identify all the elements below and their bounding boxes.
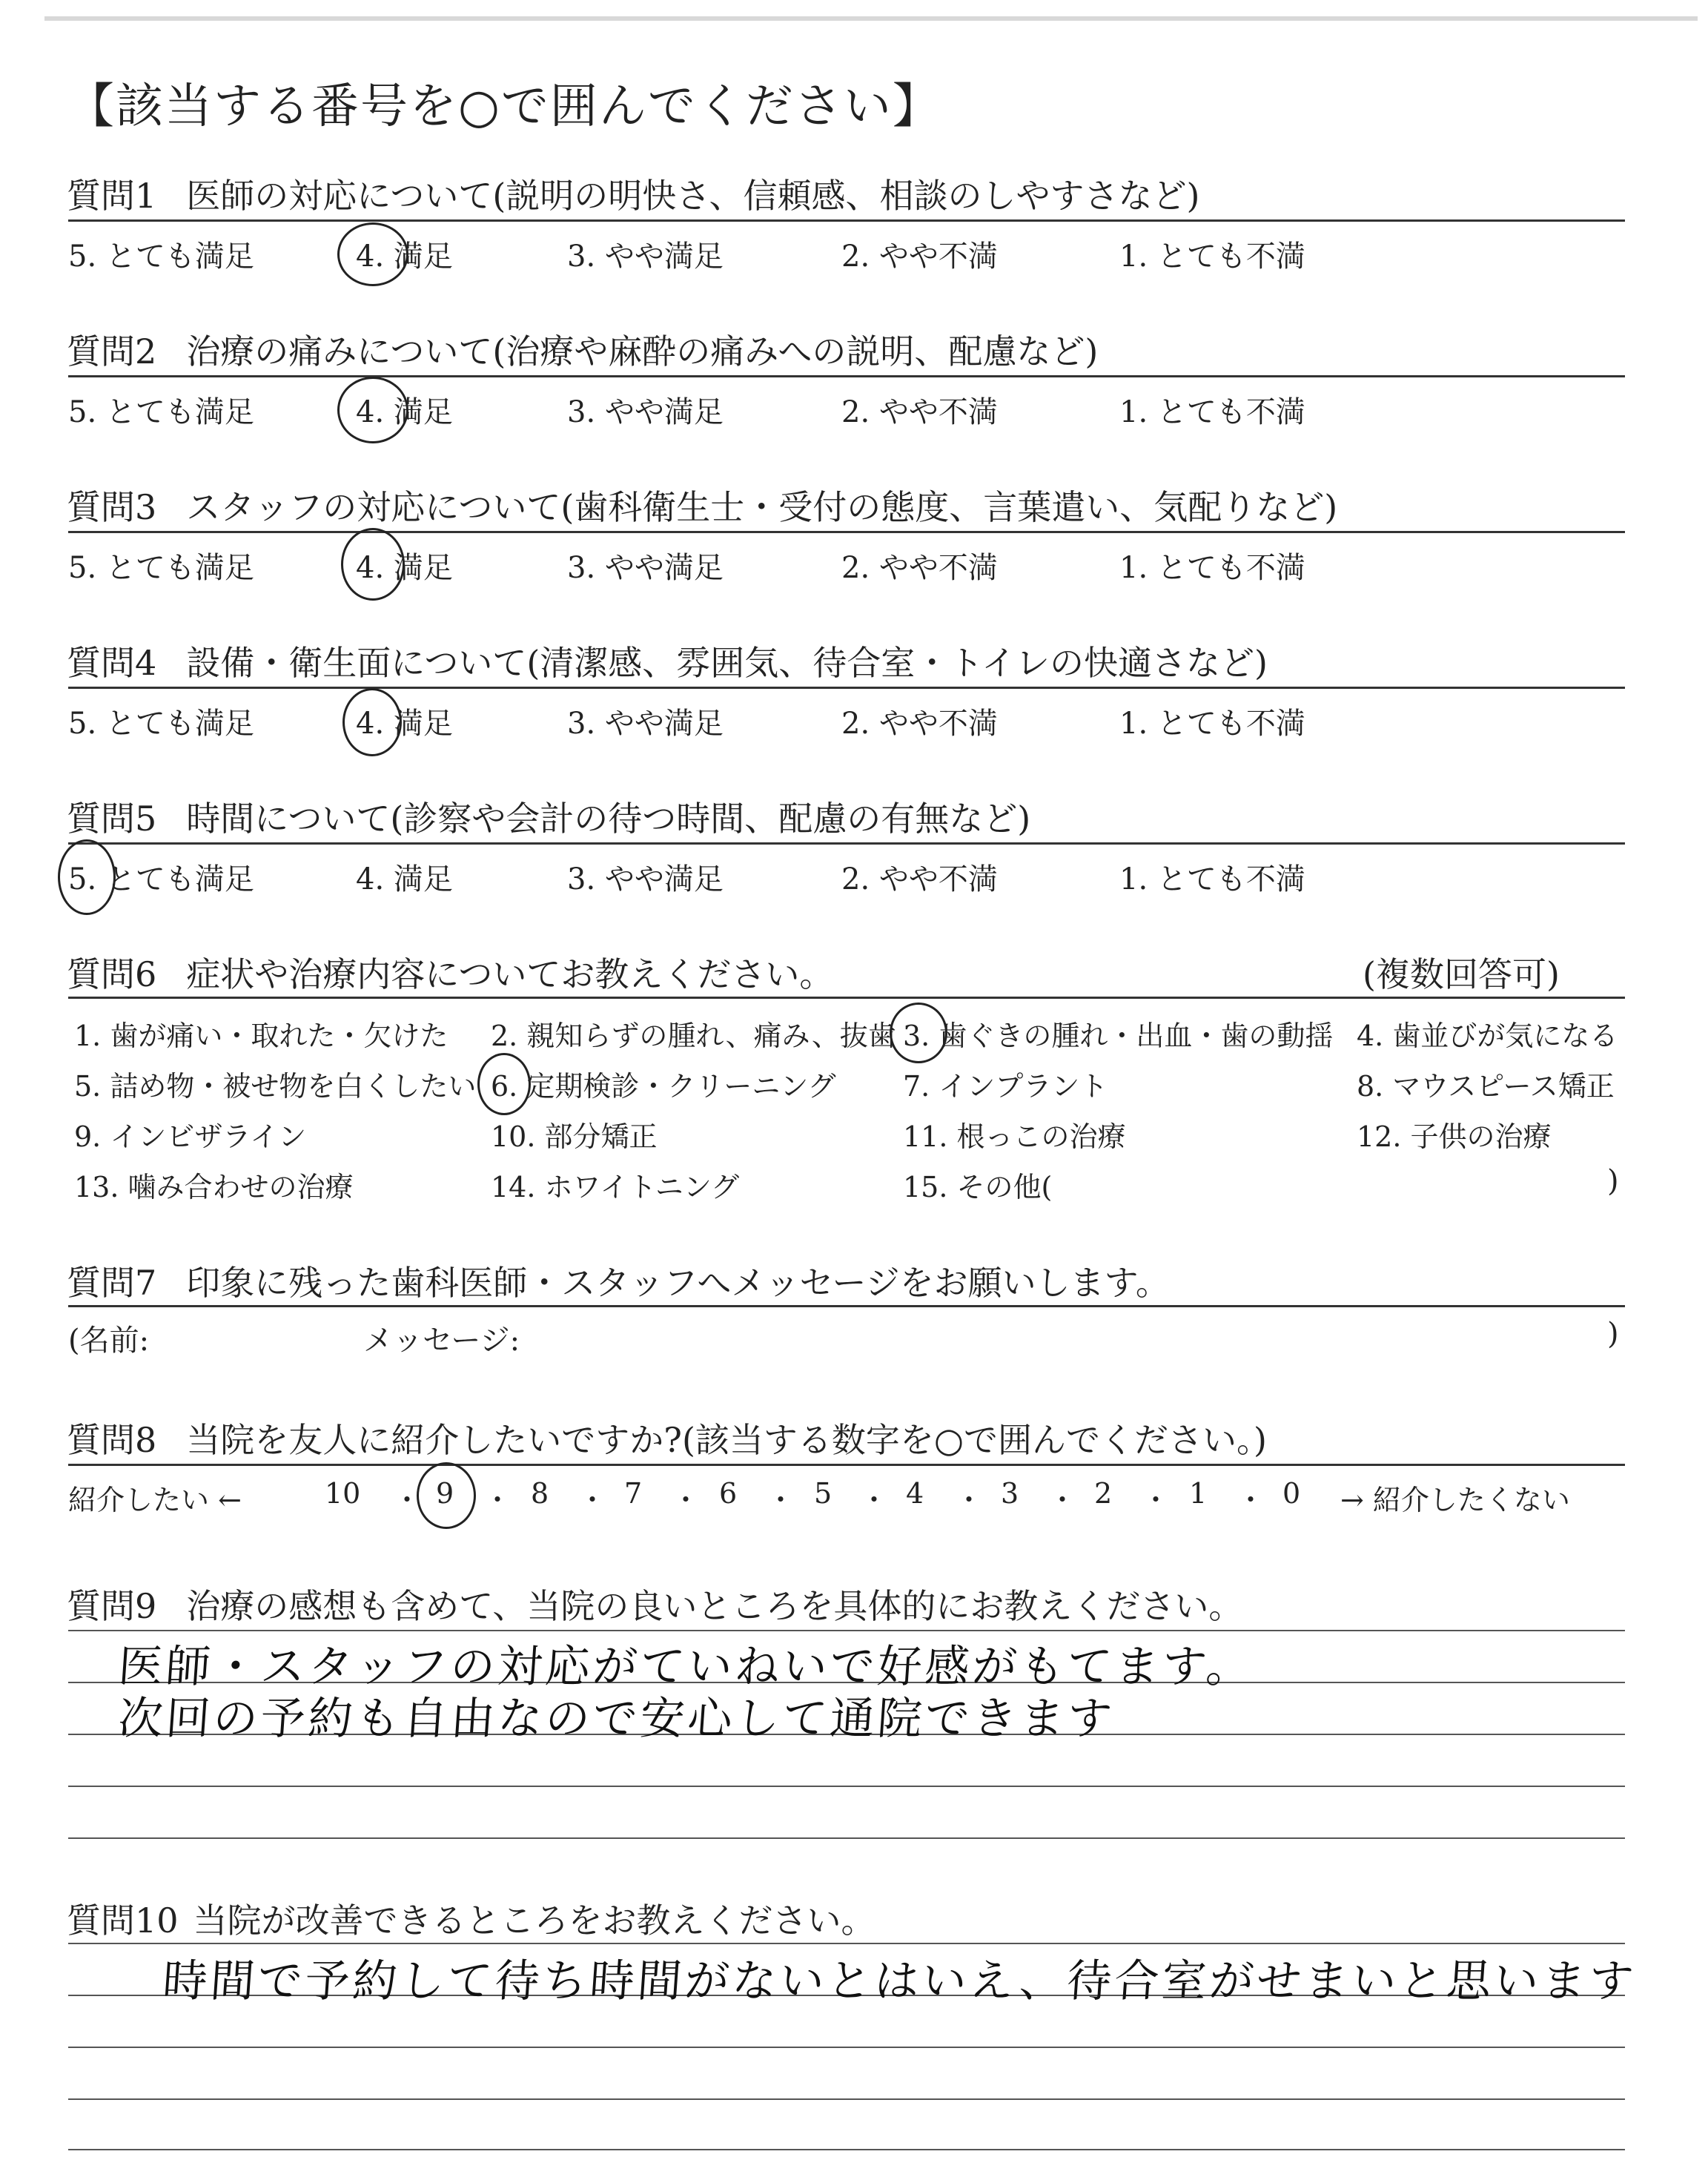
q6-item-10[interactable]: 10. 部分矯正 (491, 1120, 658, 1153)
q3-option-3[interactable]: 3. やや満足 (567, 551, 724, 585)
q1-option-1[interactable]: 1. とても不満 (1119, 240, 1305, 274)
q6-item-14[interactable]: 14. ホワイトニング (491, 1171, 740, 1203)
q4-option-1[interactable]: 1. とても不満 (1119, 707, 1305, 741)
selection-circle-mark (58, 839, 116, 915)
selection-circle-mark (890, 1003, 947, 1063)
question-underline (68, 997, 1625, 999)
q1-option-2[interactable]: 2. やや不満 (841, 240, 998, 274)
q6-item-11[interactable]: 11. 根っこの治療 (903, 1120, 1126, 1153)
scale-1[interactable]: 1 (1189, 1477, 1208, 1510)
recommend-label: 紹介したい ← (68, 1484, 242, 1516)
q2-option-2[interactable]: 2. やや不満 (841, 395, 998, 429)
q6-item-12[interactable]: 12. 子供の治療 (1357, 1120, 1552, 1153)
question-text: 医師の対応について(説明の明快さ、信頼感、相談のしやすさなど) (186, 176, 1200, 216)
question-5 (67, 792, 1030, 841)
scale-separator: ・ (483, 1484, 512, 1516)
q4-option-5[interactable]: 5. とても満足 (68, 707, 254, 741)
answer-line (68, 1943, 1625, 1944)
question-8 (67, 1413, 1267, 1462)
question-text: 当院を友人に紹介したいですか?(該当する数字を○で囲んでください。) (186, 1420, 1267, 1460)
q6-item-7[interactable]: 7. インプラント (903, 1070, 1108, 1103)
question-underline (68, 687, 1625, 689)
question-9 (67, 1579, 1242, 1628)
handwritten-answer-line-1: 時間で予約して待ち時間がないとはいえ、待合室がせまいと思います (161, 1955, 1638, 2007)
question-underline (68, 1464, 1625, 1466)
q6-item-2[interactable]: 2. 親知らずの腫れ、痛み、抜歯 (491, 1020, 896, 1052)
question-4 (67, 636, 1268, 685)
q6-item-4[interactable]: 4. 歯並びが気になる (1357, 1020, 1618, 1052)
scale-8[interactable]: 8 (531, 1477, 549, 1510)
scale-separator: ・ (860, 1484, 889, 1516)
answer-line (68, 2149, 1625, 2150)
question-number: 質問5 (67, 799, 157, 839)
name-label: (名前: (68, 1324, 150, 1358)
question-underline (68, 375, 1625, 377)
q3-option-1[interactable]: 1. とても不満 (1119, 551, 1305, 585)
message-label: メッセージ: (363, 1324, 520, 1358)
scale-5[interactable]: 5 (814, 1477, 833, 1510)
scale-3[interactable]: 3 (1001, 1477, 1019, 1510)
answer-line (68, 1837, 1625, 1839)
scale-separator: ・ (1048, 1484, 1077, 1516)
q2-option-4[interactable]: 4. 満足 (356, 395, 453, 429)
scale-separator: ・ (578, 1484, 607, 1516)
q1-option-5[interactable]: 5. とても満足 (68, 240, 254, 274)
answer-line (68, 2098, 1625, 2100)
selection-circle-mark (337, 377, 408, 443)
question-2 (67, 325, 1098, 374)
q6-item-5[interactable]: 5. 詰め物・被せ物を白くしたい (74, 1070, 477, 1103)
question-number: 質問8 (67, 1420, 157, 1460)
question-number: 質問9 (67, 1586, 157, 1626)
q4-option-2[interactable]: 2. やや不満 (841, 707, 998, 741)
scale-10[interactable]: 10 (325, 1477, 361, 1510)
q5-option-2[interactable]: 2. やや不満 (841, 862, 998, 896)
q2-option-1[interactable]: 1. とても不満 (1119, 395, 1305, 429)
q3-option-2[interactable]: 2. やや不満 (841, 551, 998, 585)
other-close-paren: ) (1607, 1164, 1619, 1198)
handwritten-answer-line-2: 次回の予約も自由なので安心して通院できます (116, 1693, 1117, 1745)
question-text: 設備・衛生面について(清潔感、雰囲気、待合室・トイレの快適さなど) (186, 643, 1268, 683)
scale-separator: ・ (955, 1484, 984, 1516)
scale-7[interactable]: 7 (624, 1477, 643, 1510)
question-text: 印象に残った歯科医師・スタッフへメッセージをお願いします。 (186, 1263, 1170, 1303)
q5-option-4[interactable]: 4. 満足 (356, 862, 453, 896)
question-underline (68, 842, 1625, 845)
scale-9[interactable]: 9 (436, 1477, 454, 1510)
form-header: 【該当する番号を○で囲んでください】 (67, 79, 941, 134)
scale-separator: ・ (672, 1484, 701, 1516)
question-number: 質問3 (67, 487, 157, 527)
question-6 (67, 948, 833, 997)
q5-option-1[interactable]: 1. とても不満 (1119, 862, 1305, 896)
question-number: 質問1 (67, 176, 157, 216)
selection-circle-mark (417, 1462, 476, 1529)
multiple-answers-note: (複数回答可) (1363, 954, 1560, 994)
selection-circle-mark (477, 1053, 531, 1115)
q2-option-5[interactable]: 5. とても満足 (68, 395, 254, 429)
q6-item-8[interactable]: 8. マウスピース矯正 (1357, 1070, 1615, 1103)
selection-circle-mark (337, 222, 408, 286)
selection-circle-mark (342, 688, 402, 756)
q6-item-3[interactable]: 3. 歯ぐきの腫れ・出血・歯の動揺 (903, 1020, 1334, 1052)
scale-separator: ・ (393, 1484, 422, 1516)
q4-option-4[interactable]: 4. 満足 (356, 707, 453, 741)
question-3 (67, 480, 1337, 529)
question-text: 当院が改善できるところをお教えください。 (193, 1900, 875, 1941)
scale-2[interactable]: 2 (1094, 1477, 1113, 1510)
question-1 (67, 169, 1199, 218)
scan-top-edge (44, 16, 1698, 21)
scale-separator: ・ (1237, 1484, 1265, 1516)
q3-option-4[interactable]: 4. 満足 (356, 551, 453, 585)
q6-item-1[interactable]: 1. 歯が痛い・取れた・欠けた (74, 1020, 448, 1052)
scale-4[interactable]: 4 (906, 1477, 924, 1510)
question-number: 質問10 (67, 1900, 179, 1941)
q1-option-3[interactable]: 3. やや満足 (567, 240, 724, 274)
answer-line (68, 2047, 1625, 2048)
question-underline (68, 1305, 1625, 1307)
scale-0[interactable]: 0 (1282, 1477, 1301, 1510)
q6-item-9[interactable]: 9. インビザライン (74, 1120, 307, 1153)
question-10 (67, 1894, 875, 1943)
answer-line (68, 1786, 1625, 1787)
q6-item-13[interactable]: 13. 噛み合わせの治療 (74, 1171, 354, 1203)
q3-option-5[interactable]: 5. とても満足 (68, 551, 254, 585)
handwritten-answer-line-1: 医師・スタッフの対応がていねいで好感がもてます。 (116, 1641, 1256, 1693)
question-number: 質問7 (67, 1263, 157, 1303)
q1-option-4[interactable]: 4. 満足 (356, 240, 453, 274)
q6-item-15[interactable]: 15. その他( (903, 1171, 1053, 1203)
scale-6[interactable]: 6 (719, 1477, 738, 1510)
selection-circle-mark (341, 528, 405, 601)
q5-option-5[interactable]: 5. とても満足 (68, 862, 254, 896)
q4-option-3[interactable]: 3. やや満足 (567, 707, 724, 741)
question-underline (68, 219, 1625, 222)
scale-separator: ・ (767, 1484, 795, 1516)
q5-option-3[interactable]: 3. やや満足 (567, 862, 724, 896)
question-text: 症状や治療内容についてお教えください。 (186, 954, 834, 994)
q6-item-6[interactable]: 6. 定期検診・クリーニング (491, 1070, 836, 1103)
question-underline (68, 531, 1625, 533)
question-text: 治療の感想も含めて、当院の良いところを具体的にお教えください。 (186, 1586, 1243, 1626)
q2-option-3[interactable]: 3. やや満足 (567, 395, 724, 429)
question-text: 治療の痛みについて(治療や麻酔の痛みへの説明、配慮など) (186, 331, 1099, 371)
question-number: 質問4 (67, 643, 157, 683)
scale-separator: ・ (1142, 1484, 1171, 1516)
question-7 (67, 1256, 1170, 1305)
question-text: 時間について(診察や会計の待つ時間、配慮の有無など) (186, 799, 1031, 839)
message-close-paren: ) (1607, 1317, 1619, 1351)
not-recommend-label: → 紹介したくない (1340, 1484, 1570, 1516)
question-number: 質問6 (67, 954, 157, 994)
question-text: スタッフの対応について(歯科衛生士・受付の態度、言葉遣い、気配りなど) (186, 487, 1338, 527)
question-number: 質問2 (67, 331, 157, 371)
